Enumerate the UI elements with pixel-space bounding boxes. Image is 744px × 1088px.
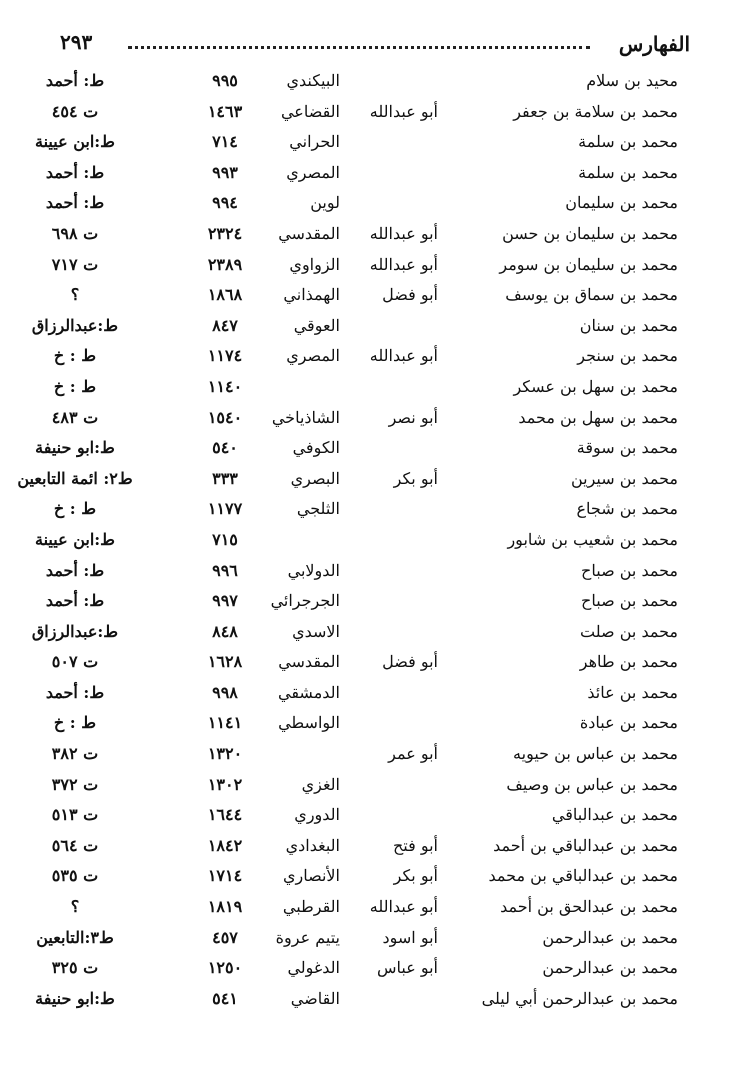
- entry-name: محمد بن شجاع: [576, 499, 678, 519]
- index-row: [0, 770, 744, 801]
- entry-name: محمد بن سهل بن عسكر: [513, 376, 678, 396]
- entry-name: محمد بن عبدالباقي بن أحمد: [493, 835, 678, 855]
- entry-name: محمد بن شعيب بن شابور: [507, 529, 678, 549]
- entry-reference: ط: أحمد: [45, 560, 105, 580]
- entry-nisba: الغزي: [301, 774, 340, 794]
- page-number: ٢٩٣: [60, 30, 93, 54]
- index-row: [0, 127, 744, 158]
- entry-number: ٨٤٧: [212, 315, 238, 335]
- entry-reference: ط:ابو حنيفة: [35, 988, 115, 1008]
- index-row: [0, 923, 744, 954]
- entry-name: محمد بن سليمان: [565, 193, 678, 213]
- entry-kunya: أبو بكر: [393, 866, 438, 886]
- entry-number: ٥٤١: [212, 988, 238, 1008]
- entry-kunya: أبو فضل: [382, 652, 438, 672]
- entry-name: محمد بن سيرين: [570, 468, 678, 488]
- entry-reference: ؟: [70, 285, 80, 305]
- entry-number: ٩٩٦: [212, 560, 238, 580]
- entry-name: محيد بن سلام: [586, 71, 678, 90]
- entry-reference: ت ٦٩٨: [51, 223, 99, 243]
- index-row: [0, 280, 744, 311]
- entry-nisba: الثلجي: [296, 499, 340, 519]
- entry-name: محمد بن عبادة: [579, 713, 678, 733]
- entry-kunya: أبو فتح: [392, 835, 438, 855]
- entry-number: ١٦٢٨: [207, 652, 243, 672]
- entry-number: ١١٧٤: [207, 346, 243, 366]
- entry-nisba: الحراني: [289, 132, 340, 152]
- entry-number: ٧١٤: [212, 132, 238, 152]
- entry-nisba: البصري: [290, 468, 340, 488]
- entry-kunya: أبو اسود: [382, 927, 438, 947]
- entry-nisba: الأنصاري: [282, 866, 340, 886]
- entry-reference: ط : خ: [53, 376, 97, 396]
- entry-name: محمد بن سماق بن يوسف: [505, 285, 678, 305]
- entry-reference: ت ٣٧٢: [51, 774, 99, 794]
- entry-reference: ط:ابن عيينة: [35, 529, 115, 549]
- entry-reference: ت ٣٢٥: [51, 958, 99, 978]
- entry-reference: ط: أحمد: [45, 591, 105, 611]
- index-row: [0, 311, 744, 342]
- entry-nisba: البيكندي: [286, 71, 340, 90]
- index-row: [0, 158, 744, 189]
- entry-nisba: الدوري: [294, 805, 340, 825]
- entry-number: ١٢٥٠: [207, 958, 243, 978]
- entry-name: محمد بن صباح: [581, 591, 678, 611]
- entry-number: ١٨١٩: [207, 897, 243, 917]
- entry-number: ١١٤٠: [207, 376, 243, 396]
- index-row: [0, 861, 744, 892]
- entry-reference: ط:ابو حنيفة: [35, 438, 115, 458]
- entry-number: ٩٩٥: [212, 71, 238, 90]
- entry-number: ٣٣٣: [212, 468, 238, 488]
- entry-name: محمد بن عبدالباقي بن محمد: [488, 866, 678, 886]
- entry-nisba: الدولابي: [287, 560, 340, 580]
- entry-nisba: المصري: [286, 346, 340, 366]
- entry-name: محمد بن سهل بن محمد: [518, 407, 678, 427]
- entry-nisba: الزواوي: [289, 254, 340, 274]
- index-row: [0, 341, 744, 372]
- entry-number: ١٦٤٤: [207, 805, 243, 825]
- entry-number: ٨٤٨: [212, 621, 238, 641]
- entry-name: محمد بن سنجر: [577, 346, 678, 366]
- leader-dots: [128, 46, 590, 49]
- entry-reference: ؟: [70, 897, 80, 917]
- entry-number: ٩٩٧: [212, 591, 238, 611]
- entry-nisba: الدغولي: [287, 958, 340, 978]
- entry-reference: ت ٤٨٣: [51, 407, 99, 427]
- entry-number: ١١٧٧: [207, 499, 243, 519]
- index-row: [0, 372, 744, 403]
- entry-kunya: أبو بكر: [393, 468, 438, 488]
- entry-nisba: يتيم عروة: [275, 927, 340, 947]
- entry-nisba: الاسدي: [292, 621, 340, 641]
- entry-nisba: العوقي: [293, 315, 340, 335]
- entry-name: محمد بن عبدالرحمن أبي ليلى: [481, 988, 678, 1008]
- entry-kunya: أبو فضل: [382, 285, 438, 305]
- index-row: [0, 831, 744, 862]
- index-row: [0, 464, 744, 495]
- entry-name: محمد بن سلمة: [578, 132, 678, 152]
- page-header: [60, 24, 690, 64]
- entry-nisba: الدمشقي: [278, 682, 340, 702]
- entry-reference: ط:عبدالرزاق: [31, 621, 119, 641]
- entry-nisba: المصري: [286, 162, 340, 182]
- entry-reference: ط : خ: [53, 499, 97, 519]
- entry-name: محمد بن سلمة: [578, 162, 678, 182]
- index-row: [0, 66, 744, 97]
- entry-number: ١٨٦٨: [207, 285, 243, 305]
- entry-name: محمد بن طاهر: [579, 652, 678, 672]
- index-row: [0, 97, 744, 128]
- entry-kunya: أبو عبدالله: [369, 254, 438, 274]
- entry-reference: ط: أحمد: [45, 162, 105, 182]
- index-row: [0, 586, 744, 617]
- entry-nisba: القضاعي: [280, 101, 340, 121]
- entry-number: ١٣٢٠: [207, 744, 243, 764]
- index-row: [0, 433, 744, 464]
- entry-reference: ط:عبدالرزاق: [31, 315, 119, 335]
- entry-reference: ط٣:التابعين: [36, 927, 114, 947]
- entry-kunya: أبو عباس: [376, 958, 438, 978]
- index-row: [0, 678, 744, 709]
- entry-kunya: أبو عمر: [388, 744, 438, 764]
- entry-name: محمد بن سوقة: [576, 438, 678, 458]
- entry-reference: ط : خ: [53, 346, 97, 366]
- entry-name: محمد بن سنان: [579, 315, 678, 335]
- entry-number: ٧١٥: [212, 529, 238, 549]
- entry-name: محمد بن عبدالرحمن: [542, 958, 678, 978]
- entry-number: ٥٤٠: [212, 438, 238, 458]
- entry-number: ٤٥٧: [212, 927, 238, 947]
- entry-number: ١٨٤٢: [207, 835, 243, 855]
- entry-number: ٩٩٣: [212, 162, 238, 182]
- entry-nisba: المقدسي: [278, 223, 340, 243]
- entry-number: ١٧١٤: [207, 866, 243, 886]
- index-row: [0, 403, 744, 434]
- entry-reference: ط: أحمد: [45, 193, 105, 213]
- entry-nisba: القاضي: [290, 988, 340, 1008]
- entry-reference: ط:ابن عيينة: [35, 132, 115, 152]
- entry-kunya: أبو عبدالله: [369, 897, 438, 917]
- entry-reference: ت ٧١٧: [51, 254, 99, 274]
- index-row: [0, 525, 744, 556]
- index-row: [0, 800, 744, 831]
- entry-number: ٢٣٢٤: [207, 223, 243, 243]
- index-row: [0, 617, 744, 648]
- entry-reference: ت ٣٨٢: [51, 744, 99, 764]
- entry-reference: ط: أحمد: [45, 71, 105, 90]
- entry-reference: ت ٤٥٤: [51, 101, 99, 121]
- entry-name: محمد بن سليمان بن سومر: [499, 254, 678, 274]
- entry-kunya: أبو عبدالله: [369, 223, 438, 243]
- entry-nisba: القرطبي: [282, 897, 340, 917]
- entry-name: محمد بن عبدالباقي: [551, 805, 678, 825]
- index-row: [0, 219, 744, 250]
- entry-name: محمد بن عائذ: [587, 682, 678, 702]
- entry-number: ٢٣٨٩: [207, 254, 243, 274]
- entry-reference: ط٢: ائمة التابعين: [17, 468, 133, 488]
- entry-name: محمد بن عبدالرحمن: [542, 927, 678, 947]
- index-row: [0, 494, 744, 525]
- entry-nisba: البغدادي: [285, 835, 340, 855]
- entry-reference: ت ٥١٣: [51, 805, 99, 825]
- entry-reference: ت ٥٦٤: [51, 835, 99, 855]
- entry-name: محمد بن عبدالحق بن أحمد: [500, 897, 678, 917]
- entry-nisba: الهمذاني: [283, 285, 340, 305]
- entry-kunya: أبو عبدالله: [369, 101, 438, 121]
- entry-number: ٩٩٨: [212, 682, 238, 702]
- entry-name: محمد بن عباس بن حيويه: [513, 744, 678, 764]
- entry-kunya: أبو عبدالله: [369, 346, 438, 366]
- index-row: [0, 188, 744, 219]
- entry-reference: ط: أحمد: [45, 682, 105, 702]
- entry-number: ١١٤١: [207, 713, 243, 733]
- index-row: [0, 739, 744, 770]
- entry-number: ١٤٦٣: [207, 101, 243, 121]
- entry-name: محمد بن صلت: [580, 621, 678, 641]
- index-row: [0, 984, 744, 1015]
- entry-nisba: لوين: [310, 193, 340, 213]
- entry-nisba: المقدسي: [278, 652, 340, 672]
- entry-number: ٩٩٤: [212, 193, 238, 213]
- entry-name: محمد بن سلامة بن جعفر: [513, 101, 678, 121]
- entry-nisba: الشاذياخي: [271, 407, 340, 427]
- entry-name: محمد بن صباح: [581, 560, 678, 580]
- index-row: [0, 556, 744, 587]
- index-row: [0, 953, 744, 984]
- entry-nisba: الجرجرائي: [270, 591, 340, 611]
- entry-reference: ط : خ: [53, 713, 97, 733]
- index-entries: [0, 66, 744, 1014]
- entry-nisba: الواسطي: [278, 713, 340, 733]
- entry-number: ١٣٠٢: [207, 774, 243, 794]
- index-row: [0, 892, 744, 923]
- entry-reference: ت ٥٠٧: [51, 652, 99, 672]
- index-row: [0, 647, 744, 678]
- page-title: الفهارس: [618, 32, 690, 56]
- entry-name: محمد بن عباس بن وصيف: [506, 774, 678, 794]
- entry-number: ١٥٤٠: [207, 407, 243, 427]
- index-row: [0, 708, 744, 739]
- entry-kunya: أبو نصر: [388, 407, 438, 427]
- entry-reference: ت ٥٣٥: [51, 866, 99, 886]
- entry-name: محمد بن سليمان بن حسن: [502, 223, 678, 243]
- entry-nisba: الكوفي: [292, 438, 340, 458]
- index-row: [0, 250, 744, 281]
